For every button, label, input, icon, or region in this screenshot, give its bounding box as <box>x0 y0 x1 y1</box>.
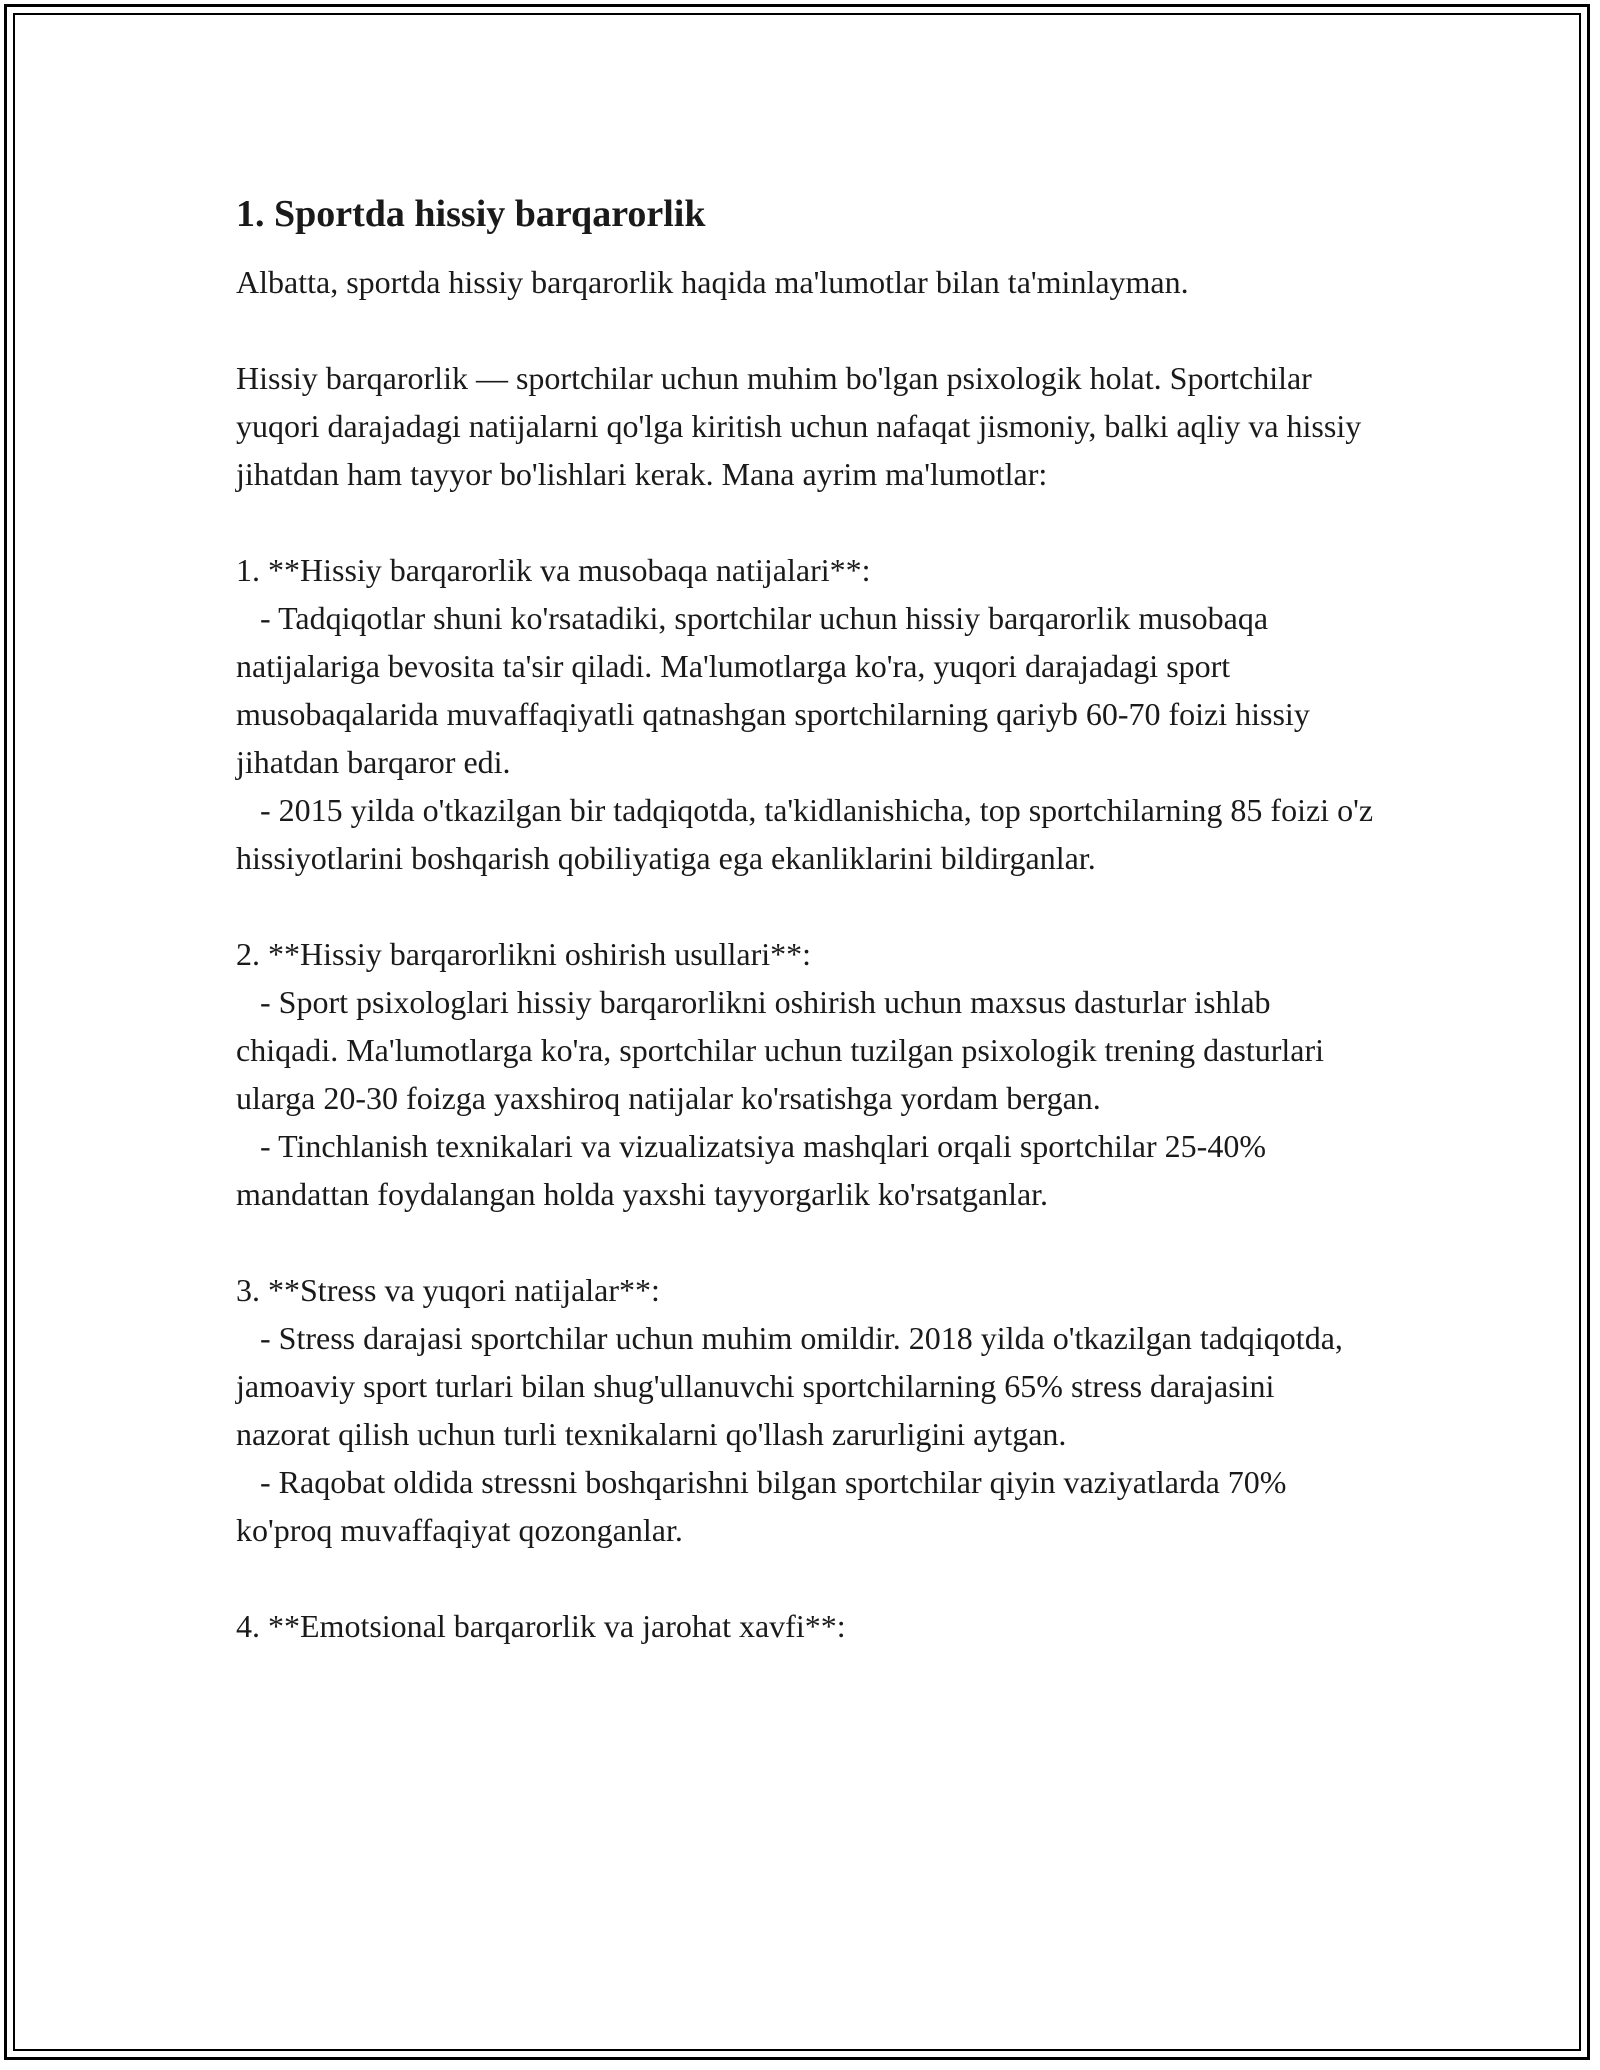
section-heading: 1. **Hissiy barqarorlik va musobaqa natijalari**: <box>236 552 871 588</box>
section-bullet <box>236 1122 1376 1218</box>
bullet-text: - Tinchlanish texnikalari va vizualizatsiya mashqlari orqali sportchilar 25-40% mandattan foydalangan holda yaxshi tayyorgarlik ko'rsatganlar. <box>236 1128 1266 1212</box>
section-bullet <box>236 786 1376 882</box>
section-heading: 3. **Stress va yuqori natijalar**: <box>236 1272 660 1308</box>
paragraph-gap <box>236 498 1376 546</box>
paragraph-gap <box>236 1218 1376 1266</box>
section-bullet <box>236 1314 1376 1458</box>
bullet-text: - Tadqiqotlar shuni ko'rsatadiki, sportchilar uchun hissiy barqarorlik musobaqa natijalariga bevosita ta'sir qiladi. Ma'lumotlarga ko'ra, yuqori darajadagi sport musobaqalarida muvaffaqiyatli qatnashgan sportchilarning qariyb 60-70 foizi hissiy jihatdan barqaror edi. <box>236 600 1310 780</box>
overview-paragraph: Hissiy barqarorlik — sportchilar uchun muhim bo'lgan psixologik holat. Sportchilar yuqori darajadagi natijalarni qo'lga kiritish uchun nafaqat jismoniy, balki aqliy va hissiy jihatdan ham tayyor bo'lishlari kerak. Mana ayrim ma'lumotlar: <box>236 360 1362 492</box>
document-body <box>236 186 1376 1650</box>
paragraph-gap <box>236 1554 1376 1602</box>
section-heading: 4. **Emotsional barqarorlik va jarohat xavfi**: <box>236 1608 846 1644</box>
bullet-text: - Stress darajasi sportchilar uchun muhim omildir. 2018 yilda o'tkazilgan tadqiqotda, jamoaviy sport turlari bilan shug'ullanuvchi sportchilarning 65% stress darajasini nazorat qilish uchun turli texnikalarni qo'llash zarurligini aytgan. <box>236 1320 1343 1452</box>
document-title: 1. Sportda hissiy barqarorlik <box>236 193 706 235</box>
section-bullet <box>236 1458 1376 1554</box>
bullet-text: - 2015 yilda o'tkazilgan bir tadqiqotda, ta'kidlanishicha, top sportchilarning 85 foizi o'z hissiyotlarini boshqarish qobiliyatiga ega ekanliklarini bildirganlar. <box>236 792 1374 876</box>
paragraph-gap <box>236 882 1376 930</box>
section-bullet <box>236 978 1376 1122</box>
bullet-text: - Sport psixologlari hissiy barqarorlikni oshirish uchun maxsus dasturlar ishlab chiqadi. Ma'lumotlarga ko'ra, sportchilar uchun tuzilgan psixologik trening dasturlari ularga 20-30 foizga yaxshiroq natijalar ko'rsatishga yordam bergan. <box>236 984 1325 1116</box>
intro-paragraph: Albatta, sportda hissiy barqarorlik haqida ma'lumotlar bilan ta'minlayman. <box>236 264 1189 300</box>
section-bullet <box>236 594 1376 786</box>
bullet-text: - Raqobat oldida stressni boshqarishni bilgan sportchilar qiyin vaziyatlarda 70% ko'proq muvaffaqiyat qozonganlar. <box>236 1464 1287 1548</box>
paragraph-gap <box>236 306 1376 354</box>
section-heading: 2. **Hissiy barqarorlikni oshirish usullari**: <box>236 936 812 972</box>
